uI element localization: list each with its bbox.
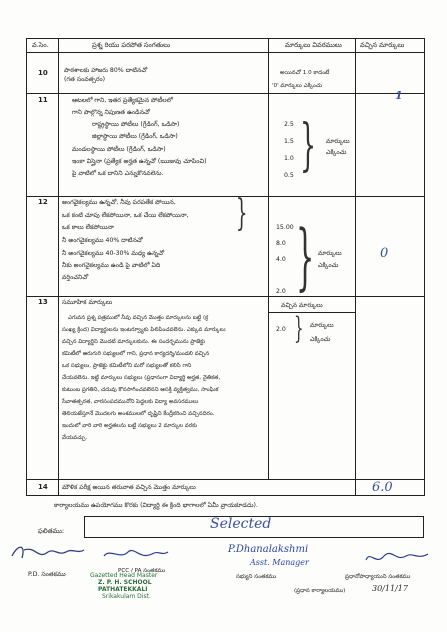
- row-divider-12: [26, 296, 425, 297]
- row13-line-8: సేవాతత్పరత, వారసంపదమునోని పెద్దలకు విద్యా అవసరములు: [62, 399, 199, 405]
- stamp-line-1: Gazetted Head Master: [90, 572, 158, 579]
- col-divider-marks: [355, 38, 356, 496]
- member-signature-sub: Asst. Manager: [250, 558, 309, 567]
- row13-marks-note-2: ఎక్కించు: [310, 336, 331, 343]
- row10-marks-1: అయినచో 1.0 కాదంటే: [280, 70, 330, 76]
- row12-line-7: వర్తించనిచో: [62, 274, 89, 281]
- row11-marks-note-1: మార్కులు: [326, 138, 350, 145]
- row12-number: 12: [38, 198, 48, 206]
- pd-signature: [8, 542, 88, 564]
- row13-line-2: సంఖ్య క్రింద) విద్యార్థులను ఇంటర్వ్యూకు పిలిపించవలెను. ఎక్కువ మార్కులు: [62, 327, 226, 333]
- row10-number: 10: [38, 69, 48, 77]
- row12-line-1: అంగవైకల్యము ఉన్నచో, నీవు పరపతేక పోయిన,: [62, 199, 176, 206]
- row12-line-2: ఒక కంటి చూపు లేకపోయినా, ఒక చేయి లేకపోయినా,: [62, 212, 189, 219]
- row12-marks-note-2: ఎక్కించు: [318, 262, 339, 269]
- row13-value: 2.0: [276, 326, 286, 333]
- head-signature: [362, 548, 432, 568]
- row11-line-2: గాని పాల్గొన్న నిపుణత ఉండినచో: [72, 109, 150, 116]
- row-divider-13: [26, 479, 425, 480]
- row11-line-1: ఆటలలో గాని, ఇతర ప్రత్యేకమైన పోటీలలో: [72, 97, 173, 104]
- row11-number: 11: [38, 96, 48, 104]
- row13-line-7: కుటుంబ ప్రగతిని, చదువు కొనసాగించవలెనని ఆసక్తి వ్యక్తిత్వము, సాంఘిక: [62, 387, 219, 393]
- row12-awarded: 0: [380, 246, 389, 261]
- signature-date: 30/11/17: [372, 584, 408, 593]
- row11-value-2: 1.5: [284, 138, 294, 145]
- row13-marks-note-1: మార్కులు: [310, 322, 334, 329]
- header-criteria: ప్రశ్న రియు పరపోత సంగతులు: [92, 41, 171, 49]
- header-marks-detail: మార్కులు వివరములు: [285, 41, 342, 49]
- row10-awarded: 1: [395, 89, 403, 102]
- row-divider-11: [26, 196, 425, 197]
- row12-value-1: 15.00: [276, 224, 294, 231]
- row10-line-1: పాఠశాలకు హాజరు 80% దాటినచో: [64, 67, 148, 74]
- row12-line-5: నీ అంగవైకల్యము 40-30% మధ్య ఉన్నచో: [62, 250, 165, 257]
- row13-line-1: ఎగువన ప్రశ్న పత్రములో నీవు వచ్చిన మొత్తం మార్కులను బట్టి (క్ర: [68, 315, 209, 321]
- row11-line-5: మండలస్థాయి పోటీలు (గ్రేడింగ్, ఒడిసా): [72, 146, 166, 153]
- row12-value-3: 4.0: [276, 256, 286, 263]
- row11-line-7: పై వాటిలో ఒక దానిని ఎన్నుకొనవలెను.: [72, 170, 164, 177]
- header-marks-awarded: వచ్చిన మార్కులు: [360, 41, 405, 49]
- row-divider-header: [26, 52, 425, 53]
- row14-awarded: 6.0: [372, 480, 393, 495]
- row13-line-9: తెలియజేస్తూనే మొదలగు అంశములలో దృష్టిని కేంద్రీకరించి వచ్చినదిరం.: [62, 411, 215, 417]
- row13-values-header: వచ్చిన మార్కులు: [281, 302, 323, 309]
- row10-line-2: (గత సంవత్సరం): [64, 76, 106, 83]
- row11-value-4: 0.5: [284, 172, 294, 179]
- head-signature-label: ప్రధానోపాధ్యాయుని సంతకము: [345, 574, 411, 580]
- row13-brace: }: [294, 311, 304, 346]
- pcc-signature-label: PCC / PA సంతకము: [118, 568, 166, 574]
- row13-line-6: చేయవలెను. ఇట్టి మార్కులు సభ్యులు (ప్రధానంగా విద్యార్థి అర్హత, నైతికత,: [62, 375, 221, 381]
- row12-line-6: నీకు అంగవైకల్యము ఉండి పై వాటిలో ఏది: [62, 262, 161, 269]
- row-divider-10: [26, 93, 425, 94]
- member-signature-name: P.Dhanalakshmi: [228, 544, 309, 555]
- row13-line-10: ఇందులో వారి వారి అర్హతలను బట్టి సభ్యులు 2 మార్కుల వరకు: [62, 423, 198, 429]
- stamp-line-2: Z. P. H. SCHOOL: [98, 579, 152, 586]
- row11-brace: }: [300, 113, 317, 178]
- col-divider-sno: [58, 38, 59, 496]
- row14-number: 14: [38, 483, 48, 491]
- stamp-line-3: PATHATEKKALI: [98, 586, 148, 593]
- row13-line-11: వేయవచ్చు.: [62, 435, 88, 441]
- row13-line-5: ఒక సభ్యులు, ప్రాజెక్టు కమిటీలోని మరో సభ్యులతో కలిసి గాని: [62, 363, 192, 369]
- result-value: Selected: [210, 516, 272, 532]
- stamp-line-4: Srikakulam Dist.: [102, 593, 151, 600]
- member-office-note: (ప్రధాన కార్యాలయము): [294, 588, 346, 594]
- row12-line-3: ఒక కాలు లేకపోయినా: [62, 224, 114, 231]
- row12-brace: }: [296, 214, 315, 298]
- row11-value-3: 1.0: [284, 155, 294, 162]
- header-sno: వ.సెం.: [32, 41, 49, 49]
- row11-value-1: 2.5: [284, 121, 294, 128]
- row10-marks-2: '0' మార్కులు ఎక్కించు: [272, 83, 323, 89]
- row13-line-3: వచ్చిన విద్యార్థిని మొదటి మార్కులకును. ఈ సందర్భమును ప్రాజెక్టు: [62, 339, 206, 345]
- row12-value-4: 2.0: [276, 288, 286, 295]
- row13-marks-subheader-line: [268, 312, 355, 313]
- row11-line-3: రాష్ట్రస్థాయి పోటీలు (గ్రేడింగ్, ఒడిసా): [92, 121, 180, 128]
- row12-line-4: నీ అంగవైకల్యము 40% దాటినచో: [62, 237, 143, 244]
- row13-title: సమూహిక మార్కులు: [62, 299, 113, 306]
- pd-signature-label: P.D. సంతకము: [28, 571, 66, 578]
- office-use-note: కార్యాలయము ఉపయోగము కొరకు (విద్యార్థి ఈ క్రింది భాగాలలో ఏమీ వ్రాయకూడదు).: [54, 502, 258, 509]
- row11-line-6: ఇంకా విస్తైనా (ప్రత్యేక అర్హత ఉన్నచో (ఋజువు చూపించి): [72, 158, 207, 165]
- row12-value-2: 8.0: [276, 240, 286, 247]
- row11-line-4: జిల్లాస్థాయి పోటీలు (గ్రేడింగ్, ఒడిసా): [92, 133, 178, 140]
- row12-left-brace: }: [236, 193, 248, 234]
- row13-number: 13: [38, 298, 48, 306]
- pcc-signature: [100, 544, 170, 566]
- row13-line-4: కమిటీలో ఆరుగురి సభ్యులలో గాని, ప్రధాన కార్యదర్శి/మండలి వచ్చిన: [62, 351, 210, 357]
- row14-text: మౌళిక పరీక్ష అయిన తరువాత వచ్చిన మొత్తం మార్కులు: [62, 484, 196, 491]
- row11-marks-note-2: ఎక్కించు: [326, 149, 347, 156]
- school-stamp: [88, 570, 178, 604]
- row12-marks-note-1: మార్కులు: [318, 250, 342, 257]
- member-signature-label: సభ్యుని సంతకము: [236, 574, 277, 580]
- col-divider-criteria: [268, 38, 269, 479]
- result-label: ఫలితము:: [38, 527, 65, 535]
